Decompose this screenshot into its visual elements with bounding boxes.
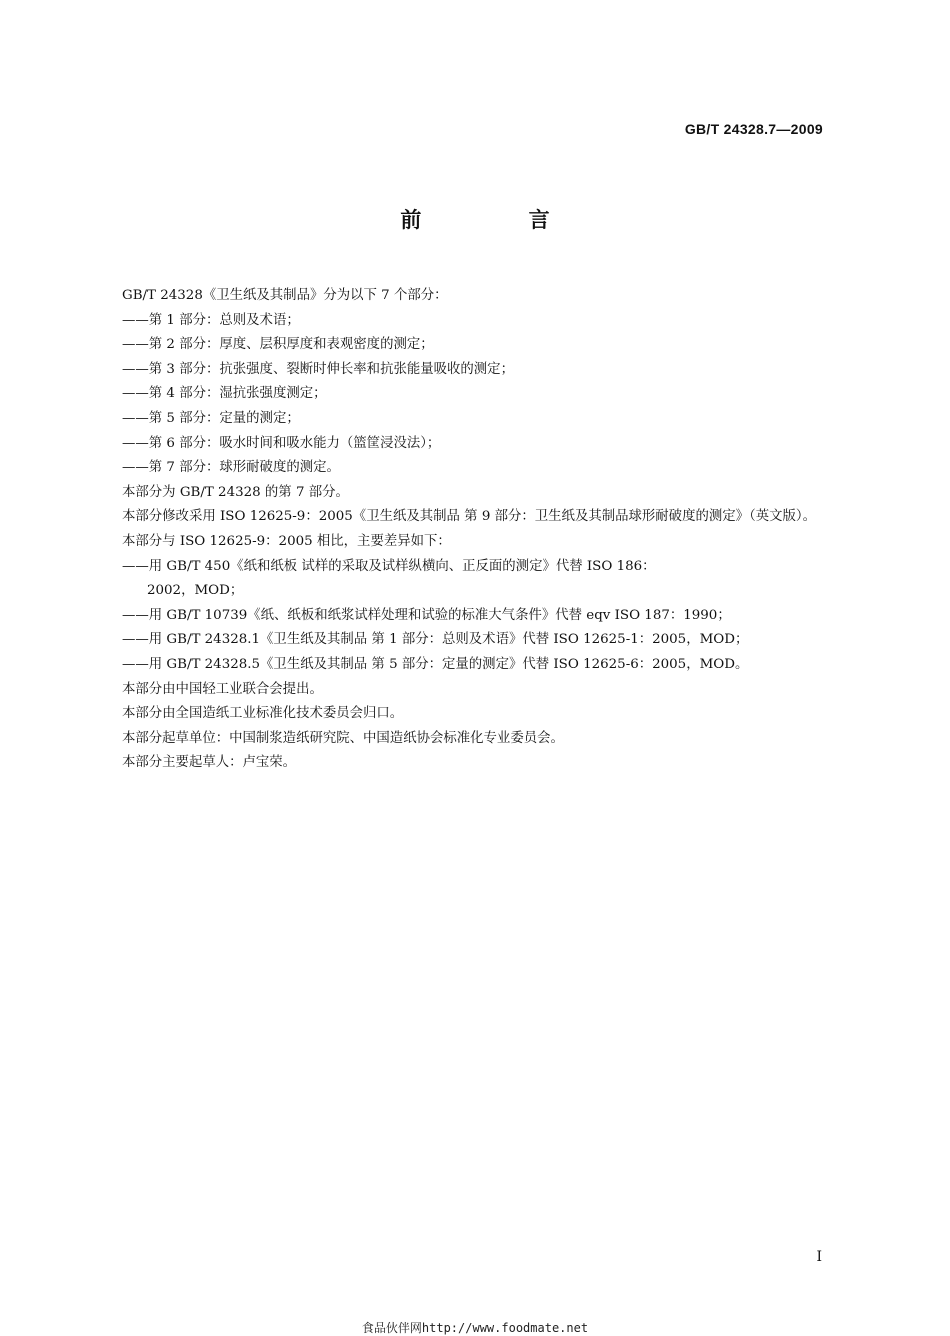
difference-item: ——用 GB/T 10739《纸、纸板和纸浆试样处理和试验的标准大气条件》代替 eqv ISO 187：1990； bbox=[122, 607, 731, 623]
difference-item-continued: 2002，MOD； bbox=[147, 583, 244, 599]
difference-item: ——用 GB/T 24328.5《卫生纸及其制品 第 5 部分：定量的测定》代替 ISO 12625-6：2005，MOD。 bbox=[122, 656, 749, 672]
part-item: ——第 7 部分：球形耐破度的测定。 bbox=[122, 460, 340, 476]
footer-watermark: 食品伙伴网http://www.foodmate.net bbox=[361, 1321, 589, 1335]
page-number: I bbox=[816, 1249, 822, 1265]
part-item: ——第 3 部分：抗张强度、裂断时伸长率和抗张能量吸收的测定； bbox=[122, 361, 514, 377]
paragraph: 本部分修改采用 ISO 12625-9：2005《卫生纸及其制品 第 9 部分：卫生纸及其制品球形耐破度的测定》（英文版）。 bbox=[122, 509, 816, 525]
paragraph: 本部分由全国造纸工业标准化技术委员会归口。 bbox=[122, 706, 404, 722]
difference-item: ——用 GB/T 24328.1《卫生纸及其制品 第 1 部分：总则及术语》代替 ISO 12625-1：2005，MOD； bbox=[122, 632, 749, 648]
paragraph: 本部分与 ISO 12625-9：2005 相比，主要差异如下： bbox=[122, 533, 451, 549]
part-item: ——第 5 部分：定量的测定； bbox=[122, 410, 300, 426]
difference-item: ——用 GB/T 450《纸和纸板 试样的采取及试样纵横向、正反面的测定》代替 ISO 186： bbox=[122, 558, 656, 574]
foreword-body bbox=[88, 284, 828, 776]
part-item: ——第 2 部分：厚度、层积厚度和表观密度的测定； bbox=[122, 337, 434, 353]
page-title: 前 言 bbox=[400, 208, 600, 232]
part-item: ——第 4 部分：湿抗张强度测定； bbox=[122, 386, 327, 402]
intro-paragraph: GB/T 24328《卫生纸及其制品》分为以下 7 个部分： bbox=[122, 288, 448, 303]
part-item: ——第 6 部分：吸水时间和吸水能力（篮筐浸没法）； bbox=[122, 435, 441, 451]
paragraph: 本部分为 GB/T 24328 的第 7 部分。 bbox=[122, 484, 349, 500]
paragraph: 本部分由中国轻工业联合会提出。 bbox=[122, 681, 323, 697]
paragraph: 本部分主要起草人：卢宝荣。 bbox=[122, 755, 297, 771]
part-item: ——第 1 部分：总则及术语； bbox=[122, 312, 300, 328]
standard-code: GB/T 24328.7—2009 bbox=[684, 121, 823, 137]
paragraph: 本部分起草单位：中国制浆造纸研究院、中国造纸协会标准化专业委员会。 bbox=[122, 730, 564, 746]
